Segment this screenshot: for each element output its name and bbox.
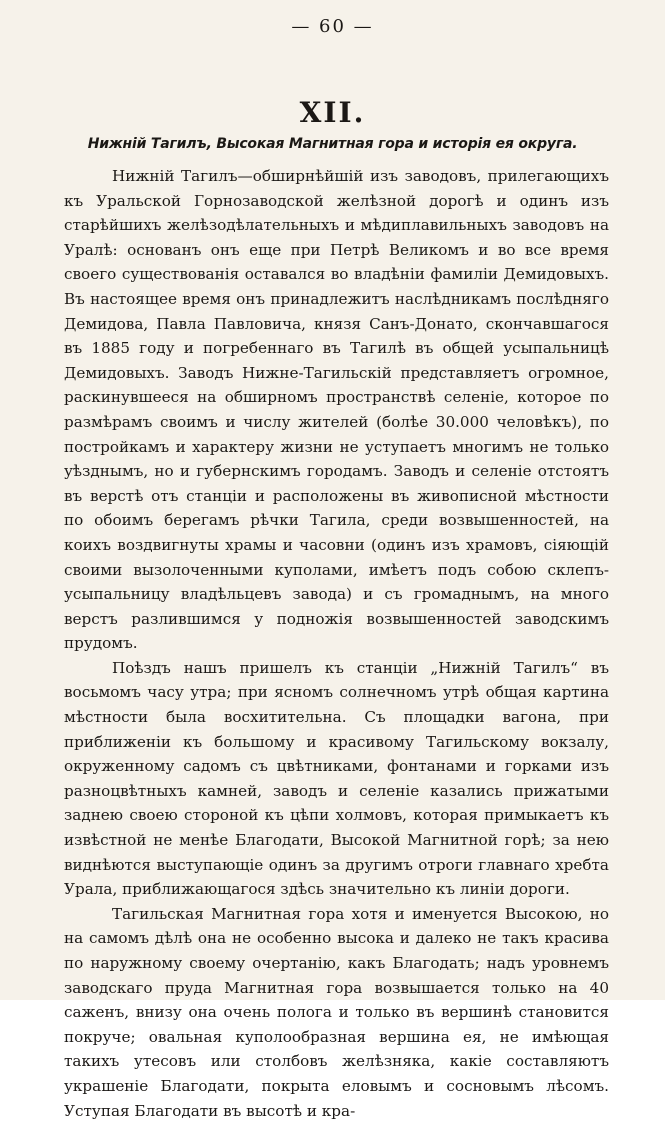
body-text: [64, 164, 609, 1123]
paragraph: Тагильская Магнитная гора хотя и именуется Высокою, но на самомъ дѣлѣ она не особенно высока и далеко не такъ красива по наружному своему очертанію, какъ Благодать; надъ уровнемъ заводскаго пруда Магнитная гора возвышается только на 40 саженъ, внизу она очень полога и только въ вершинѣ становится покруче; овальная куполообразная вершина ея, не имѣющая такихъ утесовъ или столбовъ желѣзняка, какіе составляютъ украшеніе Благодати, покрыта еловымъ и сосновымъ лѣсомъ. Уступая Благодати въ высотѣ и кра-: [64, 904, 609, 1120]
chapter-title: Нижній Тагилъ, Высокая Магнитная гора и исторія ея округа.: [87, 136, 578, 152]
paragraph: Нижній Тагилъ—обширнѣйшій изъ заводовъ, прилегающихъ къ Уральской Горнозаводской желѣзной дорогѣ и одинъ изъ старѣйшихъ желѣзодѣлательныхъ и мѣдиплавильныхъ заводовъ на Уралѣ: основанъ онъ еще при Петрѣ Великомъ и во все время своего существованія оставался во владѣніи фамиліи Демидовыхъ. Въ настоящее время онъ принадлежитъ наслѣдникамъ послѣдняго Демидова, Павла Павловича, князя Санъ-Донато, скончавшагося въ 1885 году и погребеннаго въ Тагилѣ въ общей усыпальницѣ Демидовыхъ. Заводъ Нижне-Тагильскій представляетъ огромное, раскинувшееся на обширномъ пространствѣ селеніе, которое по размѣрамъ своимъ и числу жителей (болѣе 30.000 человѣкъ), по постройкамъ и характеру жизни не уступаетъ многимъ не только уѣзднымъ, но и губернскимъ городамъ. Заводъ и селеніе отстоятъ въ верстѣ отъ станціи и расположены въ живописной мѣстности по обоимъ берегамъ рѣчки Тагила, среди возвышенностей, на коихъ воздвигнуты храмы и часовни (одинъ изъ храмовъ, сіяющій своими вызолоченными куполами, имѣетъ подъ собою склепъ-усыпальницу владѣльцевъ завода) и съ громаднымъ, на много верстъ разлившимся у подножія возвышенностей заводскимъ прудомъ.: [64, 167, 609, 653]
page-number: — 60 —: [291, 16, 374, 37]
chapter-number: XII.: [299, 96, 366, 129]
paragraph: Поѣздъ нашъ пришелъ къ станціи „Нижній Тагилъ“ въ восьмомъ часу утра; при ясномъ солнечномъ утрѣ общая картина мѣстности была восхитительна. Съ площадки вагона, при приближеніи къ большому и красивому Тагильскому вокзалу, окруженному садомъ съ цвѣтниками, фонтанами и горками изъ разноцвѣтныхъ камней, заводъ и селеніе казались прижатыми заднею своею стороной къ цѣпи холмовъ, которая примыкаетъ къ извѣстной не менѣе Благодати, Высокой Магнитной горѣ; за нею виднѣются выступающіе одинъ за другимъ отроги главнаго хребта Урала, приближающагося здѣсь значительно къ линіи дороги.: [64, 658, 609, 899]
